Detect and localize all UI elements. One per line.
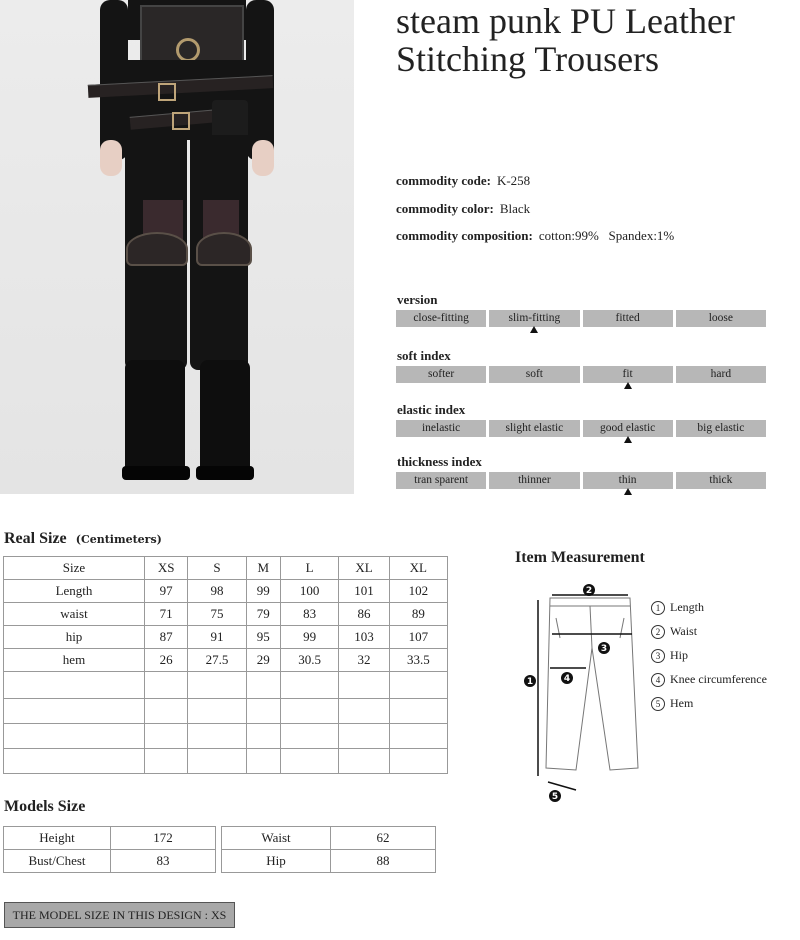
table-cell: 89 [389, 603, 447, 626]
table-cell: 79 [246, 603, 280, 626]
table-header-cell: Size [4, 557, 145, 580]
selected-marker-icon [530, 326, 538, 333]
version-option-selected: slim-fitting [489, 310, 579, 327]
legend-item [651, 648, 767, 663]
item-measurement-title: Item Measurement [515, 549, 645, 566]
title-line-2: Stitching Trousers [396, 39, 660, 79]
diagram-mark-3: 3 [600, 644, 608, 654]
elastic-index-label: elastic index [397, 402, 466, 417]
legend-label: Waist [670, 624, 698, 638]
table-header-cell: S [188, 557, 246, 580]
diagram-mark-4: 4 [563, 674, 571, 684]
thickness-index-bar [396, 472, 766, 489]
table-cell: 103 [339, 626, 389, 649]
legend-label: Hip [670, 648, 688, 662]
legend-number: 2 [651, 625, 665, 639]
table-cell: 32 [339, 649, 389, 672]
soft-option: soft [489, 366, 579, 383]
table-cell: Bust/Chest [4, 850, 111, 873]
table-cell: 107 [389, 626, 447, 649]
table-row-empty [4, 749, 448, 774]
table-row [4, 580, 448, 603]
version-option: close-fitting [396, 310, 486, 327]
table-cell: hip [4, 626, 145, 649]
trousers-diagram [520, 578, 650, 808]
legend-label: Knee circumference [670, 672, 767, 686]
selected-marker-icon [624, 436, 632, 443]
table-cell: 99 [280, 626, 338, 649]
title-line-1: steam punk PU Leather [396, 1, 735, 41]
table-cell: 33.5 [389, 649, 447, 672]
legend-number: 3 [651, 649, 665, 663]
table-cell: 71 [145, 603, 188, 626]
table-cell: Length [4, 580, 145, 603]
models-size-title: Models Size [4, 798, 86, 815]
table-cell: 83 [111, 850, 216, 873]
soft-index-bar [396, 366, 766, 383]
table-cell: waist [4, 603, 145, 626]
table-cell: 101 [339, 580, 389, 603]
attr-composition-value: cotton:99% Spandex:1% [538, 228, 675, 243]
table-cell: 98 [188, 580, 246, 603]
legend-number: 1 [651, 601, 665, 615]
diagram-mark-5: 5 [551, 792, 559, 802]
product-photo [0, 0, 354, 494]
table-row [222, 827, 436, 850]
table-row-empty [4, 672, 448, 699]
elastic-option: big elastic [676, 420, 766, 437]
table-cell: 27.5 [188, 649, 246, 672]
table-cell: 91 [188, 626, 246, 649]
attr-composition [396, 228, 674, 244]
legend-number: 5 [651, 697, 665, 711]
attr-color [396, 201, 530, 217]
table-cell: 83 [280, 603, 338, 626]
table-cell: 87 [145, 626, 188, 649]
thickness-option: tran sparent [396, 472, 486, 489]
diagram-mark-2: 2 [585, 586, 593, 596]
table-header-cell: XS [145, 557, 188, 580]
real-size-table [3, 556, 448, 774]
elastic-option: inelastic [396, 420, 486, 437]
table-cell: 86 [339, 603, 389, 626]
soft-index-label: soft index [397, 348, 451, 363]
table-header-cell: M [246, 557, 280, 580]
elastic-option-selected: good elastic [583, 420, 673, 437]
version-option: loose [676, 310, 766, 327]
table-row [4, 626, 448, 649]
table-cell: 102 [389, 580, 447, 603]
soft-option: softer [396, 366, 486, 383]
table-header-cell: XL [389, 557, 447, 580]
selected-marker-icon [624, 382, 632, 389]
measurement-legend [651, 600, 767, 720]
table-row [222, 850, 436, 873]
table-cell: 30.5 [280, 649, 338, 672]
diagram-mark-1: 1 [526, 677, 534, 687]
thickness-option: thick [676, 472, 766, 489]
legend-label: Length [670, 600, 704, 614]
table-row-empty [4, 724, 448, 749]
legend-item [651, 600, 767, 615]
table-cell: 29 [246, 649, 280, 672]
table-cell: 75 [188, 603, 246, 626]
real-size-unit: (Centimeters) [75, 533, 162, 546]
models-size-table-left [3, 826, 216, 873]
attr-composition-label: commodity composition: [396, 228, 533, 243]
attr-color-label: commodity color: [396, 201, 494, 216]
table-cell: 172 [111, 827, 216, 850]
selected-marker-icon [624, 488, 632, 495]
version-bar [396, 310, 766, 327]
table-cell: 99 [246, 580, 280, 603]
real-size-heading [4, 528, 162, 548]
table-header-cell: XL [339, 557, 389, 580]
table-cell: 100 [280, 580, 338, 603]
table-header-cell: L [280, 557, 338, 580]
legend-item [651, 672, 767, 687]
table-cell: 88 [331, 850, 436, 873]
product-title [396, 2, 796, 78]
table-row [4, 649, 448, 672]
table-cell: 97 [145, 580, 188, 603]
table-cell: 62 [331, 827, 436, 850]
table-cell: hem [4, 649, 145, 672]
models-size-table-right [221, 826, 436, 873]
real-size-title: Real Size [4, 530, 67, 547]
legend-item [651, 624, 767, 639]
table-row [4, 603, 448, 626]
attr-code-value: K-258 [496, 173, 531, 188]
soft-option-selected: fit [583, 366, 673, 383]
legend-item [651, 696, 767, 711]
thickness-index-label: thickness index [397, 454, 482, 469]
thickness-option: thinner [489, 472, 579, 489]
table-cell: Hip [222, 850, 331, 873]
attr-code [396, 173, 530, 189]
attr-code-label: commodity code: [396, 173, 491, 188]
elastic-option: slight elastic [489, 420, 579, 437]
table-header-row [4, 557, 448, 580]
model-size-note: THE MODEL SIZE IN THIS DESIGN : XS [4, 902, 235, 928]
table-cell: Height [4, 827, 111, 850]
attr-color-value: Black [499, 201, 531, 216]
version-label: version [397, 292, 438, 307]
table-row [4, 827, 216, 850]
legend-number: 4 [651, 673, 665, 687]
legend-label: Hem [670, 696, 694, 710]
soft-option: hard [676, 366, 766, 383]
table-cell: 26 [145, 649, 188, 672]
table-cell: Waist [222, 827, 331, 850]
thickness-option-selected: thin [583, 472, 673, 489]
table-row [4, 850, 216, 873]
table-cell: 95 [246, 626, 280, 649]
elastic-index-bar [396, 420, 766, 437]
version-option: fitted [583, 310, 673, 327]
table-row-empty [4, 699, 448, 724]
